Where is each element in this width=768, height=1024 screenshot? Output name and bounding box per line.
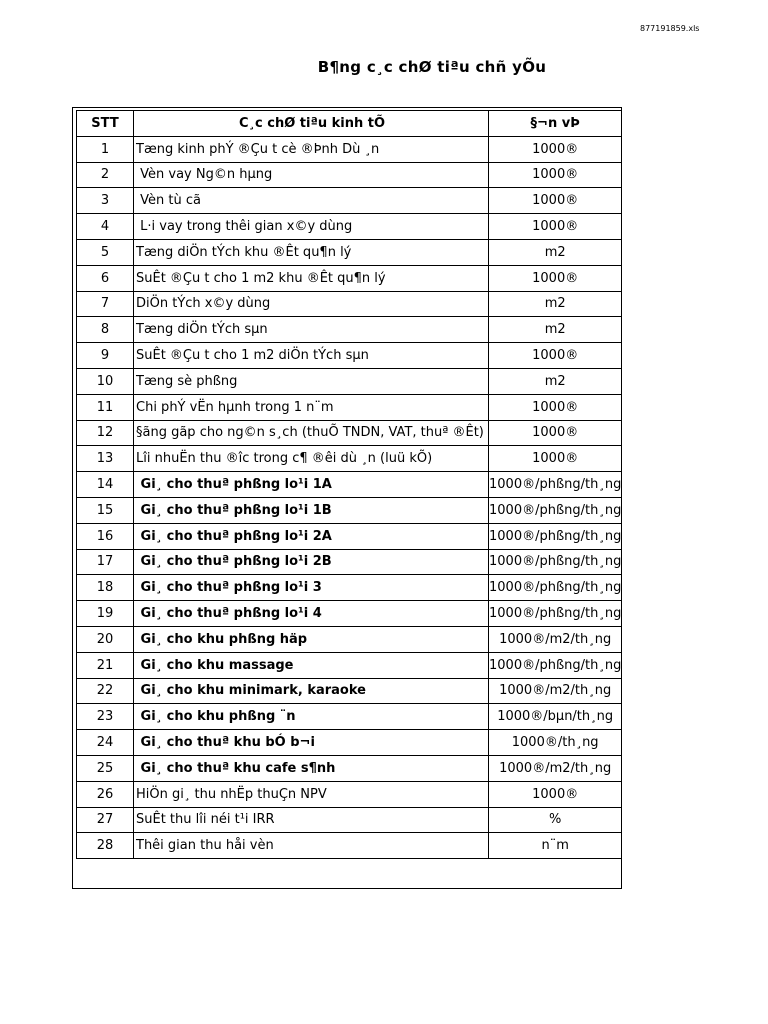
table-row	[77, 188, 622, 214]
row-unit: 1000®	[489, 188, 622, 214]
row-stt: 13	[77, 446, 134, 472]
row-stt: 12	[77, 420, 134, 446]
table-row	[77, 704, 622, 730]
row-indicator: Tæng kinh phÝ ®Çu t cè ®Þnh Dù ¸n	[134, 136, 489, 162]
indicators-table	[76, 110, 622, 859]
row-unit: 1000®/phßng/th¸ng	[489, 472, 622, 498]
document-title: B¶ng c¸c chØ tiªu chñ yÕu	[317, 58, 547, 76]
row-indicator: SuÊt ®Çu t cho 1 m2 diÖn tÝch sµn	[134, 343, 489, 369]
table-header-row	[77, 111, 622, 137]
row-stt: 26	[77, 781, 134, 807]
table-row	[77, 162, 622, 188]
row-indicator: DiÖn tÝch x©y dùng	[134, 291, 489, 317]
row-stt: 4	[77, 214, 134, 240]
table-row	[77, 291, 622, 317]
table-row	[77, 343, 622, 369]
row-indicator: Tæng diÖn tÝch khu ®Êt qu¶n lý	[134, 239, 489, 265]
row-indicator: Gi¸ cho thuª phßng lo¹i 3	[134, 575, 489, 601]
table-body	[77, 136, 622, 858]
row-stt: 8	[77, 317, 134, 343]
row-indicator: SuÊt ®Çu t cho 1 m2 khu ®Êt qu¶n lý	[134, 265, 489, 291]
header-unit: §¬n vÞ	[489, 111, 622, 137]
table-row	[77, 833, 622, 859]
row-stt: 2	[77, 162, 134, 188]
file-name: 877191859.xls	[640, 24, 700, 33]
row-indicator: Lîi nhuËn thu ®îc trong c¶ ®êi dù ¸n (luü kÕ)	[134, 446, 489, 472]
row-unit: 1000®	[489, 136, 622, 162]
row-indicator: Gi¸ cho thuª phßng lo¹i 2A	[134, 523, 489, 549]
table-row	[77, 523, 622, 549]
table-row	[77, 549, 622, 575]
table-row	[77, 652, 622, 678]
row-stt: 25	[77, 755, 134, 781]
row-indicator: Gi¸ cho khu massage	[134, 652, 489, 678]
row-unit: 1000®	[489, 446, 622, 472]
row-unit: 1000®/phßng/th¸ng	[489, 497, 622, 523]
row-indicator: Gi¸ cho khu minimark, karaoke	[134, 678, 489, 704]
row-indicator: Tæng sè phßng	[134, 368, 489, 394]
row-stt: 1	[77, 136, 134, 162]
table-row	[77, 626, 622, 652]
row-stt: 21	[77, 652, 134, 678]
row-stt: 16	[77, 523, 134, 549]
row-stt: 5	[77, 239, 134, 265]
row-unit: 1000®/phßng/th¸ng	[489, 523, 622, 549]
row-unit: 1000®/phßng/th¸ng	[489, 575, 622, 601]
row-stt: 7	[77, 291, 134, 317]
row-indicator: Gi¸ cho khu phßng ¨n	[134, 704, 489, 730]
header-indicator: C¸c chØ tiªu kinh tÕ	[134, 111, 489, 137]
row-indicator: Gi¸ cho thuª phßng lo¹i 1A	[134, 472, 489, 498]
row-indicator: Tæng diÖn tÝch sµn	[134, 317, 489, 343]
row-indicator: Thêi gian thu håi vèn	[134, 833, 489, 859]
row-indicator: Gi¸ cho thuª phßng lo¹i 4	[134, 601, 489, 627]
row-unit: 1000®	[489, 420, 622, 446]
row-unit: 1000®/bµn/th¸ng	[489, 704, 622, 730]
row-unit: 1000®	[489, 214, 622, 240]
row-stt: 11	[77, 394, 134, 420]
row-indicator: Vèn tù cã	[134, 188, 489, 214]
row-indicator: HiÖn gi¸ thu nhËp thuÇn NPV	[134, 781, 489, 807]
row-unit: 1000®/phßng/th¸ng	[489, 652, 622, 678]
row-unit: 1000®	[489, 343, 622, 369]
table-row	[77, 678, 622, 704]
row-indicator: Gi¸ cho thuª phßng lo¹i 2B	[134, 549, 489, 575]
row-unit: m2	[489, 368, 622, 394]
row-indicator: Vèn vay Ng©n hµng	[134, 162, 489, 188]
row-stt: 19	[77, 601, 134, 627]
table-row	[77, 317, 622, 343]
table-row	[77, 368, 622, 394]
row-indicator: Gi¸ cho thuª khu bÓ b¬i	[134, 730, 489, 756]
row-stt: 27	[77, 807, 134, 833]
row-unit: 1000®	[489, 265, 622, 291]
table-row	[77, 420, 622, 446]
row-stt: 15	[77, 497, 134, 523]
row-unit: 1000®/th¸ng	[489, 730, 622, 756]
row-stt: 20	[77, 626, 134, 652]
row-unit: 1000®	[489, 394, 622, 420]
row-stt: 28	[77, 833, 134, 859]
table-row	[77, 214, 622, 240]
row-unit: m2	[489, 291, 622, 317]
row-indicator: L·i vay trong thêi gian x©y dùng	[134, 214, 489, 240]
row-indicator: Chi phÝ vËn hµnh trong 1 n¨m	[134, 394, 489, 420]
table-row	[77, 755, 622, 781]
header-stt: STT	[77, 111, 134, 137]
row-stt: 17	[77, 549, 134, 575]
row-stt: 3	[77, 188, 134, 214]
table-row	[77, 239, 622, 265]
row-stt: 22	[77, 678, 134, 704]
row-stt: 23	[77, 704, 134, 730]
row-indicator: Gi¸ cho thuª khu cafe s¶nh	[134, 755, 489, 781]
table-row	[77, 136, 622, 162]
row-unit: m2	[489, 317, 622, 343]
row-unit: n¨m	[489, 833, 622, 859]
row-stt: 14	[77, 472, 134, 498]
row-unit: %	[489, 807, 622, 833]
row-indicator: Gi¸ cho khu phßng häp	[134, 626, 489, 652]
row-unit: 1000®/phßng/th¸ng	[489, 601, 622, 627]
row-stt: 6	[77, 265, 134, 291]
table-row	[77, 497, 622, 523]
row-indicator: Gi¸ cho thuª phßng lo¹i 1B	[134, 497, 489, 523]
row-unit: 1000®	[489, 162, 622, 188]
table-row	[77, 730, 622, 756]
row-stt: 9	[77, 343, 134, 369]
table-row	[77, 265, 622, 291]
row-unit: 1000®/m2/th¸ng	[489, 755, 622, 781]
row-indicator: SuÊt thu lîi néi t¹i IRR	[134, 807, 489, 833]
row-unit: m2	[489, 239, 622, 265]
table-row	[77, 601, 622, 627]
row-unit: 1000®/m2/th¸ng	[489, 678, 622, 704]
table-row	[77, 807, 622, 833]
row-indicator: §ãng gãp cho ng©n s¸ch (thuÕ TNDN, VAT, thuª ®Êt)	[134, 420, 489, 446]
row-stt: 10	[77, 368, 134, 394]
table-row	[77, 575, 622, 601]
table-row	[77, 472, 622, 498]
table-row	[77, 394, 622, 420]
table-row	[77, 781, 622, 807]
row-unit: 1000®	[489, 781, 622, 807]
row-unit: 1000®/phßng/th¸ng	[489, 549, 622, 575]
table-row	[77, 446, 622, 472]
row-unit: 1000®/m2/th¸ng	[489, 626, 622, 652]
row-stt: 18	[77, 575, 134, 601]
row-stt: 24	[77, 730, 134, 756]
